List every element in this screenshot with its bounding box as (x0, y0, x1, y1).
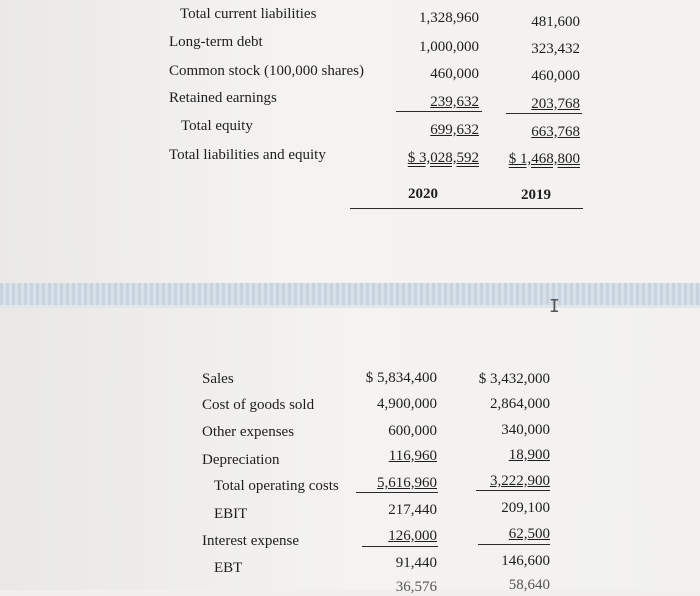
value-2019-total-current-liabilities: 481,600 (531, 14, 580, 30)
value-2020-cogs: 4,900,000 (377, 396, 437, 412)
rule-2019-interest (478, 544, 550, 545)
balance-sheet-section (0, 0, 700, 283)
value-2019-depreciation: 18,900 (508, 447, 550, 463)
rule-2020-total-operating (356, 492, 438, 493)
text-cursor-icon: I (549, 296, 560, 317)
value-2019-total-equity: 663,768 (531, 124, 580, 140)
value-2020-total-equity: 699,632 (430, 122, 479, 138)
label-depreciation: Depreciation (202, 452, 280, 468)
value-2019-long-term-debt: 323,432 (531, 41, 580, 57)
label-ebit: EBIT (214, 506, 248, 522)
value-2019-sales: $ 3,432,000 (478, 371, 550, 387)
label-interest-expense: Interest expense (202, 533, 300, 549)
value-2019-cogs: 2,864,000 (490, 396, 550, 412)
label-sales: Sales (202, 371, 234, 387)
value-2019-cutoff-row: 58,640 (508, 577, 550, 593)
value-2020-retained-earnings: 239,632 (430, 94, 479, 110)
value-2019-other-expenses: 340,000 (501, 422, 550, 438)
value-2020-other-expenses: 600,000 (388, 423, 437, 439)
value-2019-total-liabilities-equity: $ 1,468,800 (508, 151, 580, 167)
label-total-liabilities-equity: Total liabilities and equity (169, 147, 326, 163)
value-2020-sales: $ 5,834,400 (365, 370, 437, 386)
value-2020-total-liabilities-equity: $ 3,028,592 (407, 150, 479, 166)
rule-2019-retained (506, 113, 582, 114)
value-2020-ebit: 217,440 (388, 502, 437, 518)
screen-divider-band (0, 283, 700, 305)
value-2020-common-stock: 460,000 (430, 66, 479, 82)
label-ebt: EBT (214, 560, 243, 576)
value-2019-interest-expense: 62,500 (508, 526, 550, 542)
rule-2020-interest (362, 546, 438, 547)
year-header-rule (350, 208, 583, 209)
label-long-term-debt: Long-term debt (169, 34, 263, 50)
income-statement-section (0, 308, 700, 590)
label-total-equity: Total equity (181, 118, 253, 134)
value-2020-ebt: 91,440 (395, 555, 437, 571)
value-2020-total-operating-costs: 5,616,960 (377, 475, 437, 491)
value-2019-ebit: 209,100 (501, 500, 550, 516)
value-2020-total-current-liabilities: 1,328,960 (419, 10, 479, 26)
label-total-current-liabilities: Total current liabilities (180, 6, 317, 22)
rule-2020-retained (396, 111, 482, 112)
value-2019-total-operating-costs: 3,222,900 (490, 473, 550, 489)
value-2019-common-stock: 460,000 (531, 68, 580, 84)
value-2020-interest-expense: 126,000 (388, 528, 437, 544)
value-2020-long-term-debt: 1,000,000 (419, 39, 479, 55)
label-common-stock: Common stock (100,000 shares) (169, 63, 364, 79)
value-2020-cutoff-row: 36,576 (395, 579, 437, 595)
value-2019-retained-earnings: 203,768 (531, 96, 580, 112)
year-header-2020: 2020 (408, 186, 438, 202)
label-total-operating-costs: Total operating costs (214, 478, 339, 494)
value-2019-ebt: 146,600 (501, 553, 550, 569)
value-2020-depreciation: 116,960 (388, 448, 437, 464)
label-retained-earnings: Retained earnings (169, 90, 277, 106)
rule-2019-total-operating (476, 490, 550, 491)
label-cogs: Cost of goods sold (202, 397, 315, 413)
year-header-2019: 2019 (521, 187, 551, 203)
label-other-expenses: Other expenses (202, 424, 295, 440)
